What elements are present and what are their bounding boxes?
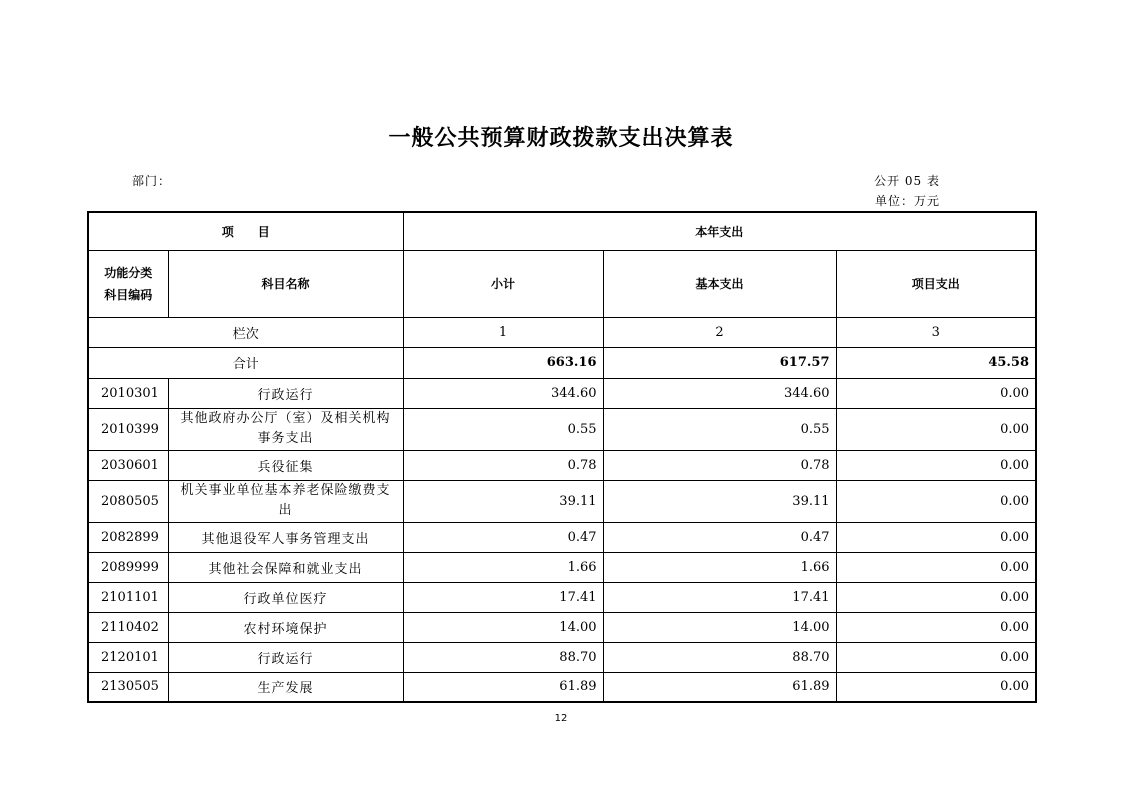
row-project: 0.00: [836, 480, 1036, 522]
table-row: [88, 408, 1036, 450]
table-row: [88, 582, 1036, 612]
header-row-2: [88, 250, 1036, 317]
header-code-line2: 科目编码: [104, 287, 153, 302]
row-basic: 0.55: [603, 408, 836, 450]
page-title: 一般公共预算财政拨款支出决算表: [388, 126, 734, 151]
table-row: [88, 522, 1036, 552]
table-row: [88, 480, 1036, 522]
header-subtotal: 小计: [403, 250, 603, 317]
row-code: 2080505: [88, 480, 168, 522]
row-subtotal: 61.89: [403, 672, 603, 702]
table-row: [88, 552, 1036, 582]
row-code: 2110402: [88, 612, 168, 642]
row-subtotal: 14.00: [403, 612, 603, 642]
row-project: 0.00: [836, 612, 1036, 642]
row-subject-name: 农村环境保护: [168, 612, 403, 642]
row-subtotal: 0.78: [403, 450, 603, 480]
header-row-1: [88, 212, 1036, 250]
row-subject-name: 行政单位医疗: [168, 582, 403, 612]
total-label: 合计: [88, 347, 403, 378]
row-code: 2082899: [88, 522, 168, 552]
page-number: 12: [554, 713, 568, 724]
column-index-row: [88, 317, 1036, 347]
row-project: 0.00: [836, 378, 1036, 408]
row-subject-name: 其他退役军人事务管理支出: [168, 522, 403, 552]
row-project: 0.00: [836, 522, 1036, 552]
column-index-3: 3: [836, 317, 1036, 347]
table-row: [88, 642, 1036, 672]
row-code: 2120101: [88, 642, 168, 672]
row-basic: 14.00: [603, 612, 836, 642]
row-project: 0.00: [836, 408, 1036, 450]
table-row: [88, 672, 1036, 702]
row-subject-name: 兵役征集: [168, 450, 403, 480]
row-subject-name: 行政运行: [168, 378, 403, 408]
row-code: 2010301: [88, 378, 168, 408]
row-basic: 88.70: [603, 642, 836, 672]
table-row: [88, 450, 1036, 480]
department-label: 部门：: [132, 174, 172, 188]
total-subtotal: 663.16: [403, 347, 603, 378]
row-basic: 61.89: [603, 672, 836, 702]
header-basic: 基本支出: [603, 250, 836, 317]
row-basic: 39.11: [603, 480, 836, 522]
unit-label: 单位：万元: [874, 194, 940, 208]
row-basic: 344.60: [603, 378, 836, 408]
row-subject-name: 生产发展: [168, 672, 403, 702]
column-index-label: 栏次: [88, 317, 403, 347]
form-number: 公开 05 表: [874, 174, 940, 188]
row-subtotal: 0.55: [403, 408, 603, 450]
header-project: 项目支出: [836, 250, 1036, 317]
row-subtotal: 1.66: [403, 552, 603, 582]
row-project: 0.00: [836, 552, 1036, 582]
row-code: 2130505: [88, 672, 168, 702]
row-subject-name: 其他政府办公厅（室）及相关机构事务支出: [168, 408, 403, 450]
table-row: [88, 612, 1036, 642]
total-row: [88, 347, 1036, 378]
row-basic: 0.47: [603, 522, 836, 552]
total-basic: 617.57: [603, 347, 836, 378]
row-project: 0.00: [836, 450, 1036, 480]
header-code-line1: 功能分类: [104, 265, 153, 280]
row-project: 0.00: [836, 582, 1036, 612]
row-basic: 17.41: [603, 582, 836, 612]
total-project: 45.58: [836, 347, 1036, 378]
row-code: 2030601: [88, 450, 168, 480]
header-code: [88, 250, 168, 317]
row-subject-name: 机关事业单位基本养老保险缴费支出: [168, 480, 403, 522]
row-subtotal: 0.47: [403, 522, 603, 552]
row-basic: 1.66: [603, 552, 836, 582]
row-code: 2101101: [88, 582, 168, 612]
row-subtotal: 39.11: [403, 480, 603, 522]
row-basic: 0.78: [603, 450, 836, 480]
row-subtotal: 88.70: [403, 642, 603, 672]
row-code: 2010399: [88, 408, 168, 450]
row-subtotal: 17.41: [403, 582, 603, 612]
row-code: 2089999: [88, 552, 168, 582]
column-index-1: 1: [403, 317, 603, 347]
row-subject-name: 行政运行: [168, 642, 403, 672]
row-project: 0.00: [836, 642, 1036, 672]
header-item: 项 目: [88, 212, 403, 250]
row-subtotal: 344.60: [403, 378, 603, 408]
header-subject-name: 科目名称: [168, 250, 403, 317]
header-year-expenditure: 本年支出: [403, 212, 1036, 250]
table-row: [88, 378, 1036, 408]
column-index-2: 2: [603, 317, 836, 347]
row-project: 0.00: [836, 672, 1036, 702]
expenditure-table: [87, 211, 1037, 703]
row-subject-name: 其他社会保障和就业支出: [168, 552, 403, 582]
